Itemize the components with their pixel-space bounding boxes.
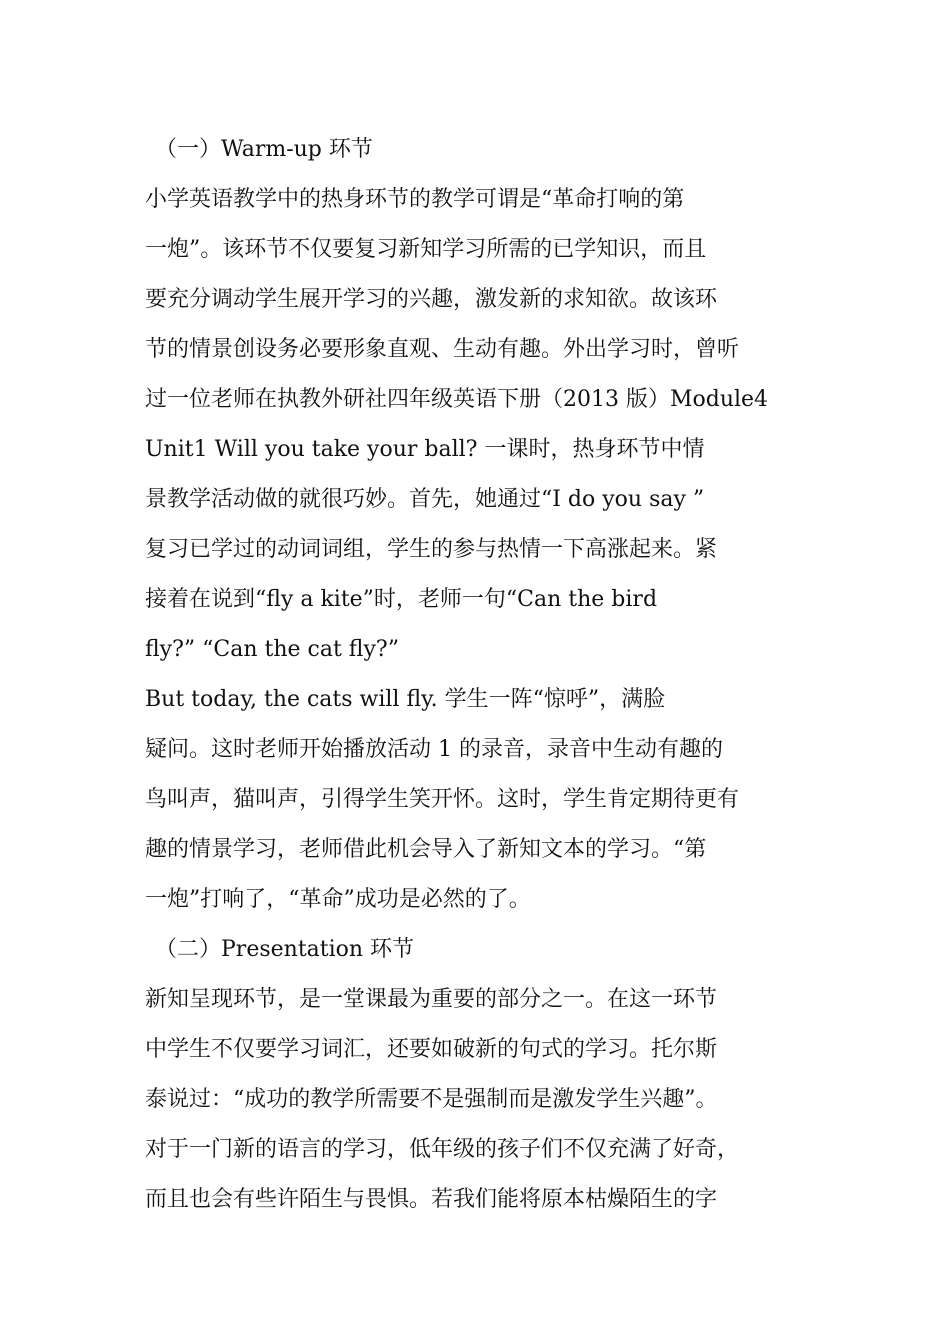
section-heading-presentation: （二）Presentation 环节 [155,937,415,962]
text-line: 一炮”打响了，“革命”成功是必然的了。 [145,887,531,912]
text-line: 过一位老师在执教外研社四年级英语下册（2013 版）Module4 [145,387,769,412]
text-line: 一炮”。该环节不仅要复习新知学习所需的已学知识，而且 [145,237,707,262]
text-line: 疑问。这时老师开始播放活动 1 的录音，录音中生动有趣的 [145,737,723,762]
text-line: 鸟叫声，猫叫声，引得学生笑开怀。这时，学生肯定期待更有 [145,787,740,812]
text-line: 泰说过：“成功的教学所需要不是强制而是激发学生兴趣”。 [145,1087,718,1112]
text-line: fly?” “Can the cat fly?” [145,637,399,662]
text-line: 复习已学过的动词词组，学生的参与热情一下高涨起来。紧 [145,537,718,562]
text-line: 对于一门新的语言的学习，低年级的孩子们不仅充满了好奇， [145,1137,740,1162]
text-line: 而且也会有些许陌生与畏惧。若我们能将原本枯燥陌生的字 [145,1187,718,1212]
text-line: 接着在说到“fly a kite”时，老师一句“Can the bird [145,587,658,612]
text-line: 节的情景创设务必要形象直观、生动有趣。外出学习时，曾听 [145,337,740,362]
text-line: 要充分调动学生展开学习的兴趣，激发新的求知欲。故该环 [145,287,718,312]
text-line: Unit1 Will you take your ball? 一课时，热身环节中情 [145,437,705,462]
text-line: 景教学活动做的就很巧妙。首先，她通过“I do you say ” [145,487,705,512]
text-line: 趣的情景学习，老师借此机会导入了新知文本的学习。“第 [145,837,707,862]
section-heading-warm-up: （一）Warm-up 环节 [155,137,373,162]
text-line: 中学生不仅要学习词汇，还要如破新的句式的学习。托尔斯 [145,1037,718,1062]
text-line: But today, the cats will fly. 学生一阵“惊呼”，满脸 [145,687,666,712]
text-line: 新知呈现环节，是一堂课最为重要的部分之一。在这一环节 [145,987,718,1012]
text-line: 小学英语教学中的热身环节的教学可谓是“革命打响的第 [145,187,685,212]
